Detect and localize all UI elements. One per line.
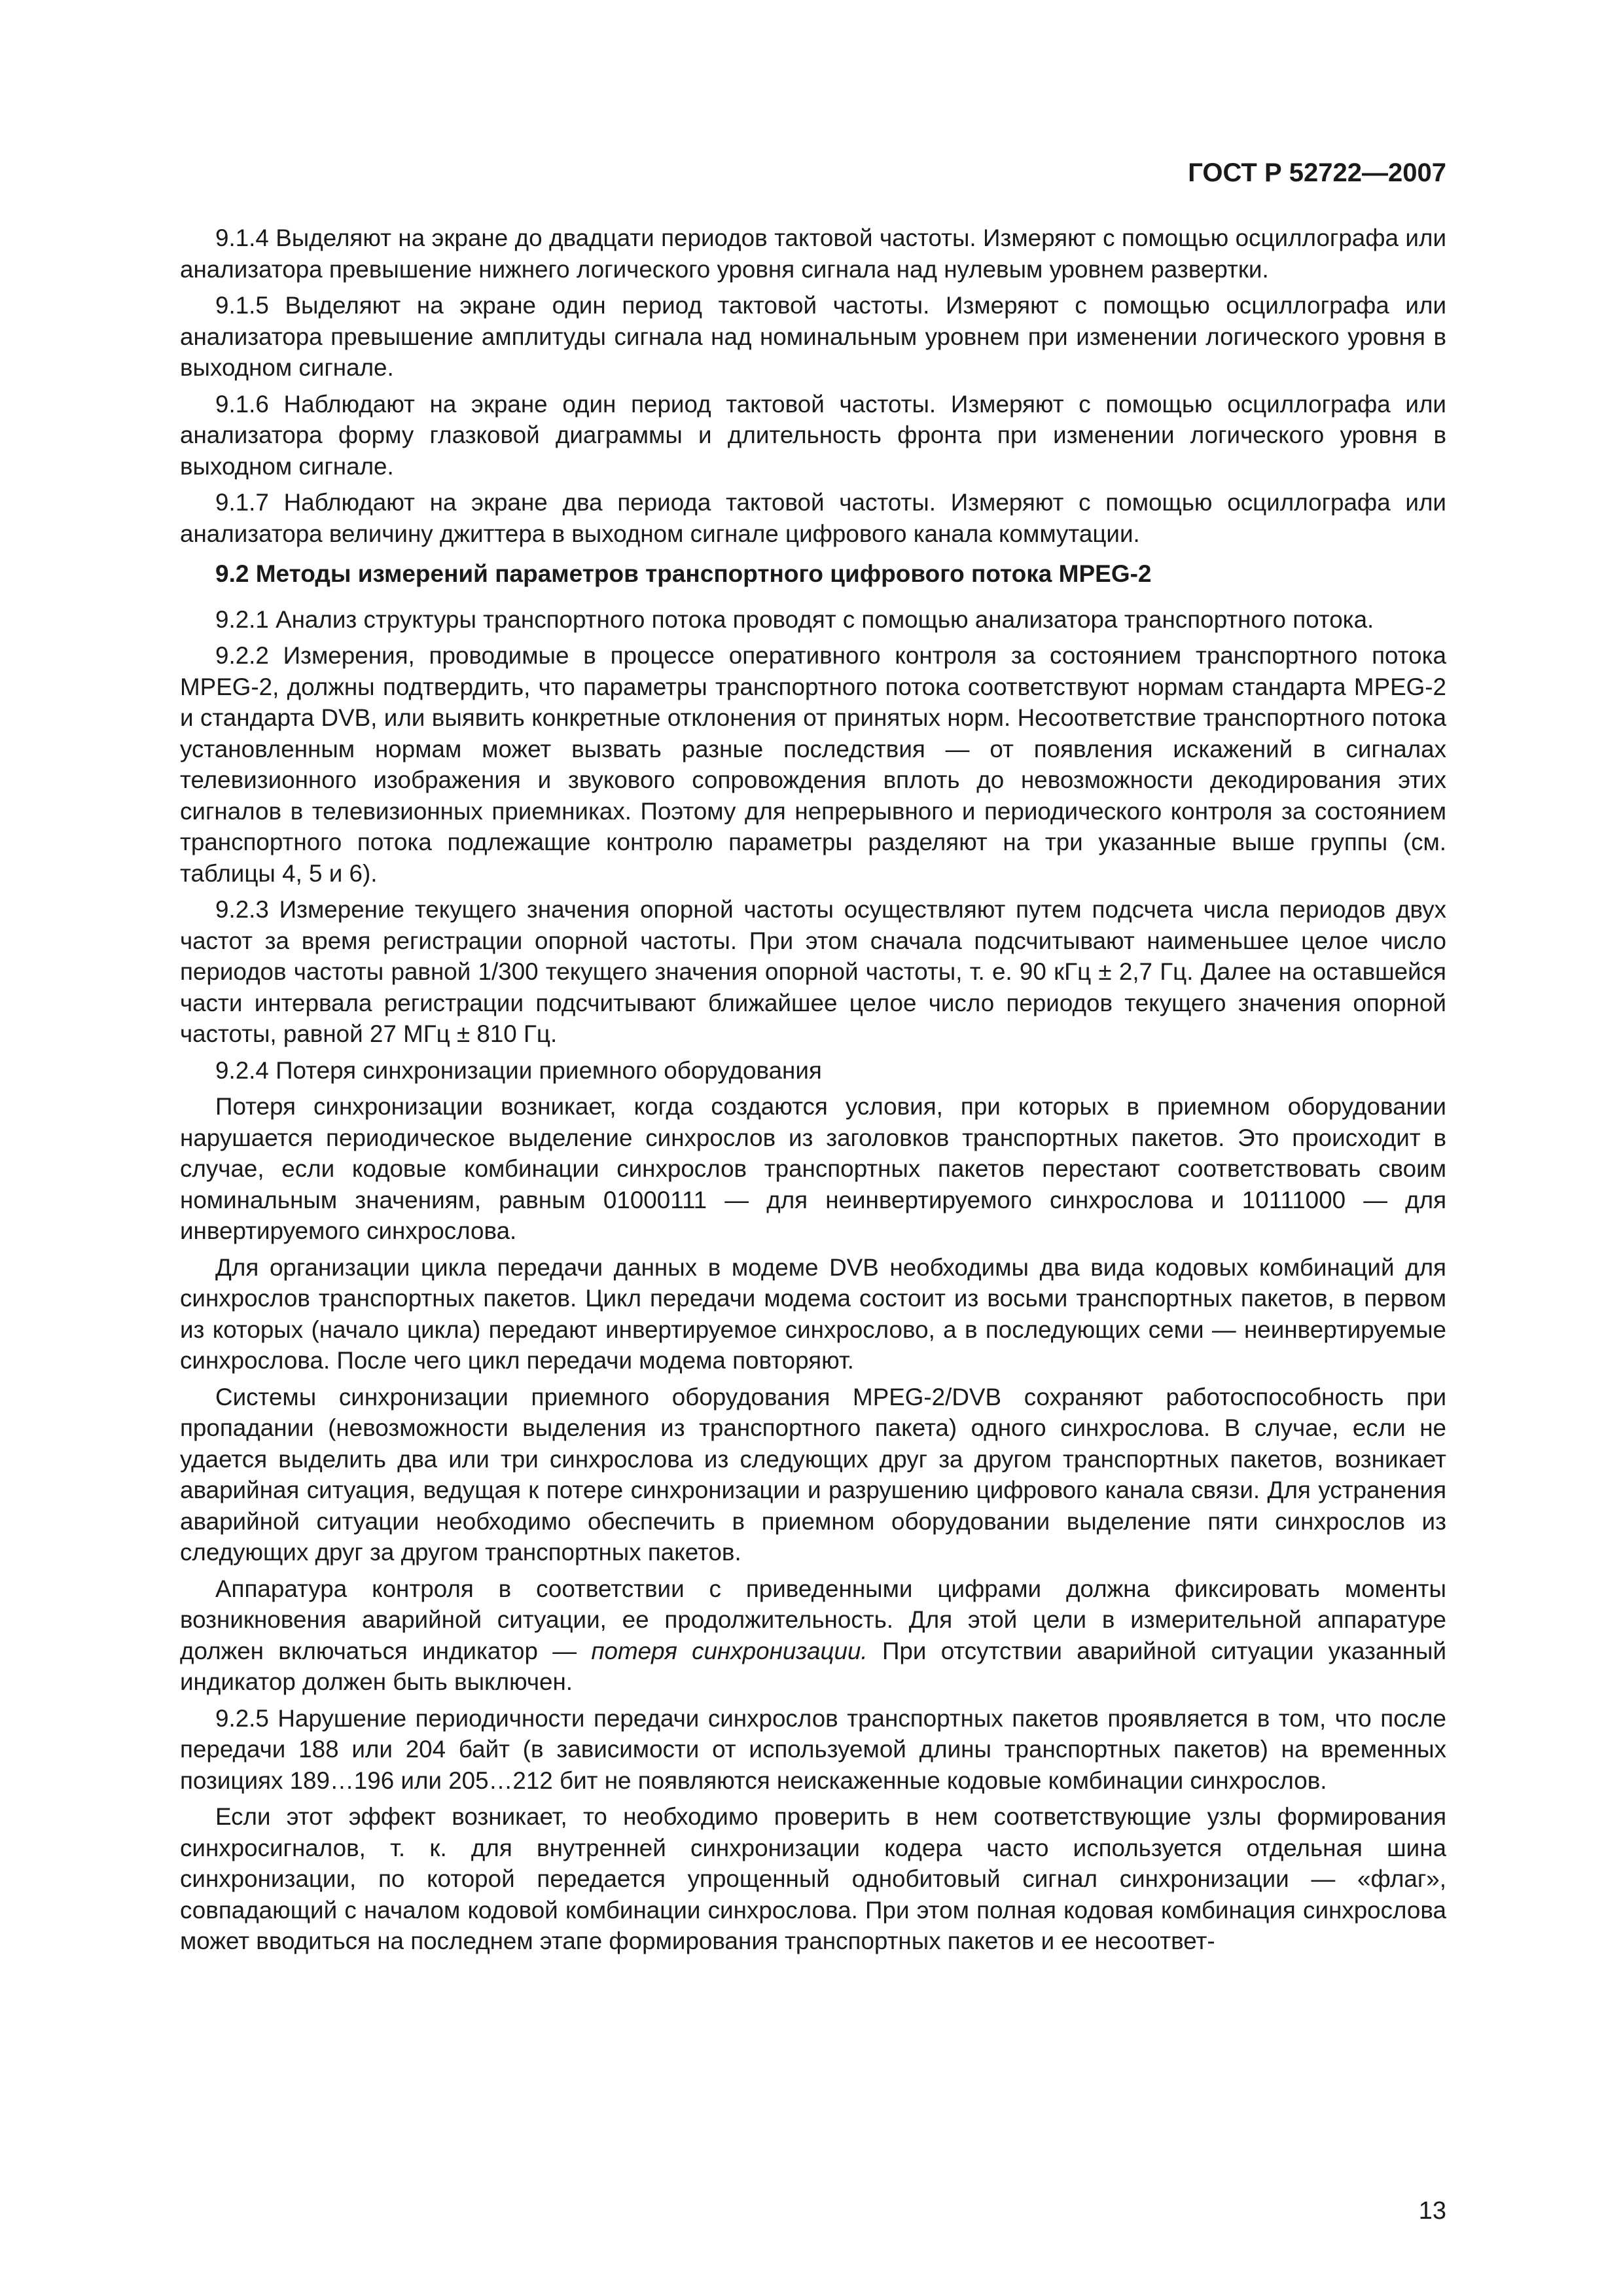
text-run: При отсутствии аварийной ситуации указанный индикатор должен быть выключен. xyxy=(180,1637,1447,1695)
paragraph-9-1-4: 9.1.4 Выделяют на экране до двадцати периодов тактовой частоты. Измеряют с помощью осциллографа или анализатора превышение нижнего логического уровня сигнала над нулевым уровнем развертки. xyxy=(180,224,1446,283)
paragraph-sync-loss: Потеря синхронизации возникает, когда создаются условия, при которых в приемном оборудовании нарушается периодическое выделение синхрослов из заголовков транспортных пакетов. Это происходит в случае, если кодовые комбинации синхрослов транспортных пакетов перестают соответствовать своим номинальным значениям, равным 01000111 — для неинвертируемого синхрослова и 10111000 — для инвертируемого синхрослова. xyxy=(180,1093,1446,1244)
standard-header: ГОСТ Р 52722—2007 xyxy=(1188,158,1446,187)
paragraph-9-1-6: 9.1.6 Наблюдают на экране один период тактовой частоты. Измеряют с помощью осциллографа или анализатора форму глазковой диаграммы и длительность фронта при изменении логического уровня в выходном сигнале. xyxy=(180,390,1446,480)
page-number: 13 xyxy=(1418,2197,1446,2225)
paragraph-9-2-3: 9.2.3 Измерение текущего значения опорной частоты осуществляют путем подсчета числа периодов двух частот за время регистрации опорной частоты. При этом сначала подсчитывают наименьшее целое число периодов частоты равной 1/300 текущего значения опорной частоты, т. е. 90 кГц ± 2,7 Гц. Далее на оставшейся части интервала регистрации подсчитывают ближайшее целое число периодов текущего значения опорной частоты, равной 27 МГц ± 810 Гц. xyxy=(180,896,1446,1047)
paragraph-9-1-7: 9.1.7 Наблюдают на экране два периода тактовой частоты. Измеряют с помощью осциллографа или анализатора величину джиттера в выходном сигнале цифрового канала коммутации. xyxy=(180,489,1446,547)
paragraph-9-1-5: 9.1.5 Выделяют на экране один период тактовой частоты. Измеряют с помощью осциллографа или анализатора превышение амплитуды сигнала над номинальным уровнем при изменении логического уровня в выходном сигнале. xyxy=(180,292,1446,381)
paragraph-monitoring-equipment xyxy=(180,1573,1446,1698)
paragraph-sync-systems: Системы синхронизации приемного оборудования MPEG-2/DVB сохраняют работоспособность при пропадании (невозможности выделения из транспортного пакета) одного синхрослова. В случае, если не удается выделить два или три синхрослова из следующих друг за другом транспортных пакетов, возникает аварийная ситуация, ведущая к потере синхронизации и разрушению цифрового канала связи. Для устранения аварийной ситуации необходимо обеспечить в приемном оборудовании выделение пяти синхрослов из следующих друг за другом транспортных пакетов. xyxy=(180,1383,1446,1566)
paragraph-9-2-1: 9.2.1 Анализ структуры транспортного потока проводят с помощью анализатора транспортного потока. xyxy=(215,605,1374,633)
paragraph-9-2-5: 9.2.5 Нарушение периодичности передачи синхрослов транспортных пакетов проявляется в том, что после передачи 188 или 204 байт (в зависимости от используемой длины транспортных пакетов) на временных позициях 189…196 или 205…212 бит не появляются неискаженные кодовые комбинации синхрослов. xyxy=(180,1704,1446,1794)
paragraph-dvb-cycle: Для организации цикла передачи данных в модеме DVB необходимы два вида кодовых комбинаций для синхрослов транспортных пакетов. Цикл передачи модема состоит из восьми транспортных пакетов, в первом из которых (начало цикла) передают инвертируемое синхрослово, а в последующих семи — неинвертируемые синхрослова. После чего цикл передачи модема повторяют. xyxy=(180,1253,1446,1374)
paragraph-9-2-2: 9.2.2 Измерения, проводимые в процессе оперативного контроля за состоянием транспортного потока MPEG-2, должны подтвердить, что параметры транспортного потока соответствуют нормам стандарта MPEG-2 и стандарта DVB, или выявить конкретные отклонения от принятых норм. Несоответствие транспортного потока установленным нормам может вызвать разные последствия — от появления искажений в сигналах телевизионного изображения и звукового сопровождения вплоть до невозможности декодирования этих сигналов в телевизионных приемниках. Поэтому для непрерывного и периодического контроля за состоянием транспортного потока подлежащие контролю параметры разделяют на три указанные выше группы (см. таблицы 4, 5 и 6). xyxy=(180,642,1446,887)
paragraph-sync-check: Если этот эффект возникает, то необходимо проверить в нем соответствующие узлы формирования синхросигналов, т. к. для внутренней синхронизации кодера часто используется отдельная шина синхронизации, по которой передается упрощенный однобитовый сигнал синхронизации — «флаг», совпадающий с началом кодовой комбинации синхрослова. При этом полная кодовая комбинация синхрослова может вводиться на последнем этапе формирования транспортных пакетов и ее несоответ- xyxy=(180,1803,1446,1954)
document-page xyxy=(180,157,1446,2225)
section-heading-9-2: 9.2 Методы измерений параметров транспортного цифрового потока MPEG-2 xyxy=(215,560,1152,587)
indicator-name: потеря синхронизации. xyxy=(591,1637,868,1664)
text-run: Аппаратура контроля в соответствии с приведенными цифрами должна фиксировать моменты возникновения аварийной ситуации, ее продолжительность. Для этой цели в измерительной аппаратуре должен включаться индикатор — xyxy=(180,1575,1446,1664)
document-body xyxy=(180,223,1446,1957)
paragraph-9-2-4: 9.2.4 Потеря синхронизации приемного оборудования xyxy=(215,1056,822,1084)
